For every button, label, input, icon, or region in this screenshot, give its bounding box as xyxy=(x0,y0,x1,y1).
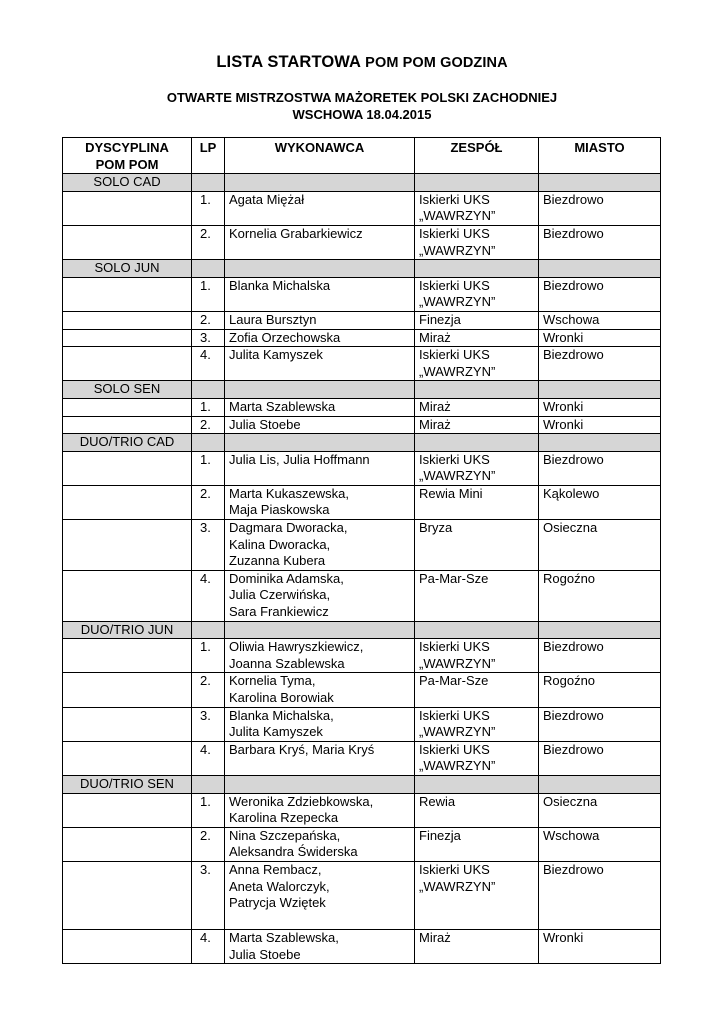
row-lp: 4. xyxy=(192,347,225,381)
table.categories.5.rows.2.performer-line: Aneta Walorczyk, xyxy=(229,878,330,894)
row-team xyxy=(415,827,539,861)
row-performer xyxy=(225,861,415,929)
row-team xyxy=(415,485,539,519)
subtitle-event: OTWARTE MISTRZOSTWA MAŻORETEK POLSKI ZACHODNIEJ xyxy=(166,90,558,105)
category-name: SOLO CAD xyxy=(63,174,192,192)
row-city: Wronki xyxy=(539,929,661,963)
row-team xyxy=(415,741,539,775)
row-city: Wronki xyxy=(539,329,661,347)
category-empty-cell xyxy=(415,381,539,399)
row-performer xyxy=(225,485,415,519)
category-empty-cell xyxy=(225,260,415,278)
table-row xyxy=(63,398,661,416)
row-performer xyxy=(225,673,415,707)
row-city: Biezdrowo xyxy=(539,277,661,311)
row-lp: 1. xyxy=(192,191,225,225)
header-lp: LP xyxy=(192,138,225,174)
category-empty-cell xyxy=(225,621,415,639)
table-row xyxy=(63,861,661,929)
table.categories.5.rows.2.team-line: Iskierki UKS xyxy=(419,861,490,877)
category-empty-cell xyxy=(415,434,539,452)
table.categories.5.rows.1.performer-line: Nina Szczepańska, xyxy=(229,827,341,843)
discipline-empty-cell xyxy=(63,347,192,381)
category-empty-cell xyxy=(192,621,225,639)
table.categories.0.rows.0.team-line: Iskierki UKS xyxy=(419,191,490,207)
row-lp: 1. xyxy=(192,398,225,416)
category-empty-cell xyxy=(539,775,661,793)
header-performer: WYKONAWCA xyxy=(225,138,415,174)
category-row xyxy=(63,434,661,452)
table.categories.2.rows.1.team-line: Miraż xyxy=(419,416,451,432)
row-lp: 4. xyxy=(192,570,225,621)
header-team: ZESPÓŁ xyxy=(415,138,539,174)
row-city: Wschowa xyxy=(539,311,661,329)
row-team xyxy=(415,793,539,827)
row-team xyxy=(415,707,539,741)
table.categories.3.rows.2.performer-line: Zuzanna Kubera xyxy=(229,553,326,569)
table.categories.3.rows.3.performer-line: Sara Frankiewicz xyxy=(229,604,329,620)
row-lp: 3. xyxy=(192,707,225,741)
table-row xyxy=(63,741,661,775)
row-performer xyxy=(225,311,415,329)
category-row xyxy=(63,174,661,192)
table.categories.1.rows.2.team-line: Miraż xyxy=(419,329,451,345)
table.categories.5.rows.1.team-line: Finezja xyxy=(419,827,461,843)
table.categories.5.rows.1.performer-line: Aleksandra Świderska xyxy=(229,844,358,860)
page-title xyxy=(0,53,724,72)
row-performer xyxy=(225,191,415,225)
row-city: Rogoźno xyxy=(539,570,661,621)
table.categories.5.rows.2.performer-line: Patrycja Wziętek xyxy=(229,895,326,911)
row-lp: 3. xyxy=(192,861,225,929)
category-name: DUO/TRIO JUN xyxy=(63,621,192,639)
category-empty-cell xyxy=(192,174,225,192)
category-empty-cell xyxy=(225,775,415,793)
table.categories.3.rows.2.performer-line: Dagmara Dworacka, xyxy=(229,520,348,536)
table.categories.4.rows.0.team-line: „WAWRZYN” xyxy=(419,655,496,671)
row-team xyxy=(415,191,539,225)
discipline-empty-cell xyxy=(63,707,192,741)
table.categories.5.rows.3.performer-line: Marta Szablewska, xyxy=(229,929,339,945)
row-performer xyxy=(225,707,415,741)
category-empty-cell xyxy=(192,260,225,278)
page-subtitle xyxy=(0,89,724,123)
table-row xyxy=(63,827,661,861)
row-city: Osieczna xyxy=(539,520,661,571)
row-team xyxy=(415,225,539,259)
table.categories.5.rows.0.performer-line: Weronika Zdziebkowska, xyxy=(229,793,374,809)
table.categories.5.rows.2.performer-line: Anna Rembacz, xyxy=(229,861,322,877)
table.categories.0.rows.1.team-line: „WAWRZYN” xyxy=(419,242,496,258)
row-lp: 2. xyxy=(192,225,225,259)
table.categories.3.rows.3.team-line: Pa-Mar-Sze xyxy=(419,570,489,586)
row-team xyxy=(415,398,539,416)
category-empty-cell xyxy=(539,174,661,192)
row-performer xyxy=(225,347,415,381)
row-performer xyxy=(225,277,415,311)
row-team xyxy=(415,673,539,707)
category-name: DUO/TRIO CAD xyxy=(63,434,192,452)
table.categories.4.rows.3.team-line: „WAWRZYN” xyxy=(419,758,496,774)
discipline-empty-cell xyxy=(63,673,192,707)
table-row xyxy=(63,225,661,259)
table.categories.4.rows.0.performer-line: Joanna Szablewska xyxy=(229,655,345,671)
discipline-empty-cell xyxy=(63,416,192,434)
category-empty-cell xyxy=(539,434,661,452)
category-row xyxy=(63,260,661,278)
table.categories.4.rows.2.team-line: Iskierki UKS xyxy=(419,707,490,723)
row-city: Kąkolewo xyxy=(539,485,661,519)
discipline-empty-cell xyxy=(63,639,192,673)
table-row xyxy=(63,793,661,827)
table.categories.0.rows.0.performer-line: Agata Miężał xyxy=(229,191,305,207)
category-empty-cell xyxy=(539,621,661,639)
category-name: SOLO JUN xyxy=(63,260,192,278)
title-main: LISTA STARTOWA xyxy=(216,53,362,71)
row-team xyxy=(415,639,539,673)
row-performer xyxy=(225,793,415,827)
table.categories.3.rows.3.performer-line: Julia Czerwińska, xyxy=(229,587,331,603)
table.categories.3.rows.1.performer-line: Maja Piaskowska xyxy=(229,502,330,518)
row-performer xyxy=(225,741,415,775)
discipline-empty-cell xyxy=(63,520,192,571)
row-team xyxy=(415,329,539,347)
table-row xyxy=(63,347,661,381)
discipline-empty-cell xyxy=(63,398,192,416)
table.categories.3.rows.1.performer-line: Marta Kukaszewska, xyxy=(229,485,349,501)
row-lp: 2. xyxy=(192,485,225,519)
category-empty-cell xyxy=(415,775,539,793)
row-team xyxy=(415,347,539,381)
table-header-row xyxy=(63,138,661,174)
table.categories.2.rows.1.performer-line: Julia Stoebe xyxy=(229,416,301,432)
row-city: Biezdrowo xyxy=(539,225,661,259)
table-row xyxy=(63,416,661,434)
row-lp: 2. xyxy=(192,416,225,434)
title-rest: POM POM GODZINA xyxy=(361,55,508,71)
table-row xyxy=(63,639,661,673)
table-row xyxy=(63,485,661,519)
row-lp: 1. xyxy=(192,793,225,827)
table.categories.5.rows.3.performer-line: Julia Stoebe xyxy=(229,946,301,962)
table.categories.4.rows.2.team-line: „WAWRZYN” xyxy=(419,724,496,740)
table.categories.5.rows.3.team-line: Miraż xyxy=(419,929,451,945)
category-empty-cell xyxy=(225,381,415,399)
category-empty-cell xyxy=(539,260,661,278)
table-row xyxy=(63,191,661,225)
table.categories.5.rows.0.performer-line: Karolina Rzepecka xyxy=(229,810,339,826)
category-row xyxy=(63,621,661,639)
discipline-empty-cell xyxy=(63,485,192,519)
table-row xyxy=(63,311,661,329)
row-team xyxy=(415,451,539,485)
row-city: Wronki xyxy=(539,398,661,416)
table.categories.4.rows.3.team-line: Iskierki UKS xyxy=(419,741,490,757)
table.categories.1.rows.1.performer-line: Laura Bursztyn xyxy=(229,311,317,327)
table.categories.1.rows.3.team-line: „WAWRZYN” xyxy=(419,363,496,379)
row-city: Rogoźno xyxy=(539,673,661,707)
category-name: DUO/TRIO SEN xyxy=(63,775,192,793)
row-team xyxy=(415,929,539,963)
row-lp: 4. xyxy=(192,741,225,775)
row-performer xyxy=(225,451,415,485)
category-empty-cell xyxy=(415,174,539,192)
category-empty-cell xyxy=(415,260,539,278)
row-city: Biezdrowo xyxy=(539,707,661,741)
discipline-empty-cell xyxy=(63,311,192,329)
table.categories.1.rows.0.performer-line: Blanka Michalska xyxy=(229,277,331,293)
row-team xyxy=(415,570,539,621)
table.categories.3.rows.0.team-line: Iskierki UKS xyxy=(419,451,490,467)
row-performer xyxy=(225,570,415,621)
table.categories.1.rows.2.performer-line: Zofia Orzechowska xyxy=(229,329,341,345)
table.categories.1.rows.3.team-line: Iskierki UKS xyxy=(419,347,490,363)
table-row xyxy=(63,707,661,741)
discipline-empty-cell xyxy=(63,451,192,485)
discipline-empty-cell xyxy=(63,827,192,861)
discipline-empty-cell xyxy=(63,191,192,225)
table-row xyxy=(63,329,661,347)
row-team xyxy=(415,416,539,434)
row-lp: 2. xyxy=(192,827,225,861)
category-empty-cell xyxy=(225,434,415,452)
row-city: Biezdrowo xyxy=(539,347,661,381)
row-performer xyxy=(225,639,415,673)
table-row xyxy=(63,570,661,621)
discipline-empty-cell xyxy=(63,861,192,929)
discipline-empty-cell xyxy=(63,793,192,827)
row-city: Biezdrowo xyxy=(539,451,661,485)
discipline-empty-cell xyxy=(63,741,192,775)
start-list-table xyxy=(62,137,661,964)
discipline-empty-cell xyxy=(63,329,192,347)
category-empty-cell xyxy=(192,381,225,399)
table.categories.4.rows.1.performer-line: Karolina Borowiak xyxy=(229,690,334,705)
row-city: Wschowa xyxy=(539,827,661,861)
header-discipline: DYSCYPLINA POM POM xyxy=(63,138,192,174)
table.categories.3.rows.3.performer-line: Dominika Adamska, xyxy=(229,570,344,586)
row-team xyxy=(415,277,539,311)
category-row xyxy=(63,775,661,793)
row-lp: 1. xyxy=(192,639,225,673)
category-empty-cell xyxy=(192,775,225,793)
table-row xyxy=(63,520,661,571)
row-performer xyxy=(225,398,415,416)
table-row xyxy=(63,929,661,963)
row-lp: 2. xyxy=(192,311,225,329)
table.categories.2.rows.0.team-line: Miraż xyxy=(419,398,451,414)
table.categories.1.rows.0.team-line: Iskierki UKS xyxy=(419,277,490,293)
row-performer xyxy=(225,929,415,963)
category-empty-cell xyxy=(192,434,225,452)
table-row xyxy=(63,451,661,485)
row-team xyxy=(415,311,539,329)
subtitle-date: WSCHOWA 18.04.2015 xyxy=(292,107,432,122)
category-empty-cell xyxy=(539,381,661,399)
table.categories.1.rows.0.team-line: „WAWRZYN” xyxy=(419,294,496,310)
row-city: Wronki xyxy=(539,416,661,434)
table.categories.4.rows.2.performer-line: Blanka Michalska, xyxy=(229,707,334,723)
table.categories.1.rows.1.team-line: Finezja xyxy=(419,311,461,327)
row-city: Osieczna xyxy=(539,793,661,827)
discipline-empty-cell xyxy=(63,225,192,259)
table.categories.0.rows.1.team-line: Iskierki UKS xyxy=(419,225,490,241)
category-empty-cell xyxy=(225,174,415,192)
table.categories.2.rows.0.performer-line: Marta Szablewska xyxy=(229,398,336,414)
table.categories.5.rows.2.team-line: „WAWRZYN” xyxy=(419,878,496,894)
header-city: MIASTO xyxy=(539,138,661,174)
row-team xyxy=(415,861,539,929)
table.categories.4.rows.1.team-line: Pa-Mar-Sze xyxy=(419,673,489,689)
row-performer xyxy=(225,520,415,571)
table.categories.4.rows.3.performer-line: Barbara Kryś, Maria Kryś xyxy=(229,741,375,757)
row-lp: 3. xyxy=(192,520,225,571)
row-performer xyxy=(225,416,415,434)
category-name: SOLO SEN xyxy=(63,381,192,399)
row-lp: 1. xyxy=(192,277,225,311)
table.categories.4.rows.2.performer-line: Julita Kamyszek xyxy=(229,724,323,740)
table.categories.3.rows.2.performer-line: Kalina Dworacka, xyxy=(229,536,331,552)
table.categories.1.rows.3.performer-line: Julita Kamyszek xyxy=(229,347,323,363)
discipline-empty-cell xyxy=(63,277,192,311)
row-performer xyxy=(225,329,415,347)
category-row xyxy=(63,381,661,399)
row-lp: 3. xyxy=(192,329,225,347)
table.categories.5.rows.0.team-line: Rewia xyxy=(419,793,456,809)
row-city: Biezdrowo xyxy=(539,639,661,673)
table.categories.3.rows.1.team-line: Rewia Mini xyxy=(419,485,483,501)
discipline-empty-cell xyxy=(63,570,192,621)
row-city: Biezdrowo xyxy=(539,741,661,775)
row-lp: 4. xyxy=(192,929,225,963)
row-city: Biezdrowo xyxy=(539,861,661,929)
table.categories.0.rows.0.team-line: „WAWRZYN” xyxy=(419,208,496,224)
table-row xyxy=(63,673,661,707)
table-body xyxy=(63,174,661,964)
row-lp: 2. xyxy=(192,673,225,707)
row-team xyxy=(415,520,539,571)
discipline-empty-cell xyxy=(63,929,192,963)
table.categories.3.rows.2.team-line: Bryza xyxy=(419,520,453,536)
row-performer xyxy=(225,827,415,861)
table.categories.3.rows.0.team-line: „WAWRZYN” xyxy=(419,468,496,484)
category-empty-cell xyxy=(415,621,539,639)
table.categories.4.rows.0.team-line: Iskierki UKS xyxy=(419,639,490,655)
table.categories.0.rows.1.performer-line: Kornelia Grabarkiewicz xyxy=(229,225,363,241)
table.categories.4.rows.0.performer-line: Oliwia Hawryszkiewicz, xyxy=(229,639,364,655)
row-performer xyxy=(225,225,415,259)
row-city: Biezdrowo xyxy=(539,191,661,225)
table.categories.3.rows.0.performer-line: Julia Lis, Julia Hoffmann xyxy=(229,451,370,467)
row-lp: 1. xyxy=(192,451,225,485)
table-row xyxy=(63,277,661,311)
table.categories.4.rows.1.performer-line: Kornelia Tyma, xyxy=(229,673,316,689)
